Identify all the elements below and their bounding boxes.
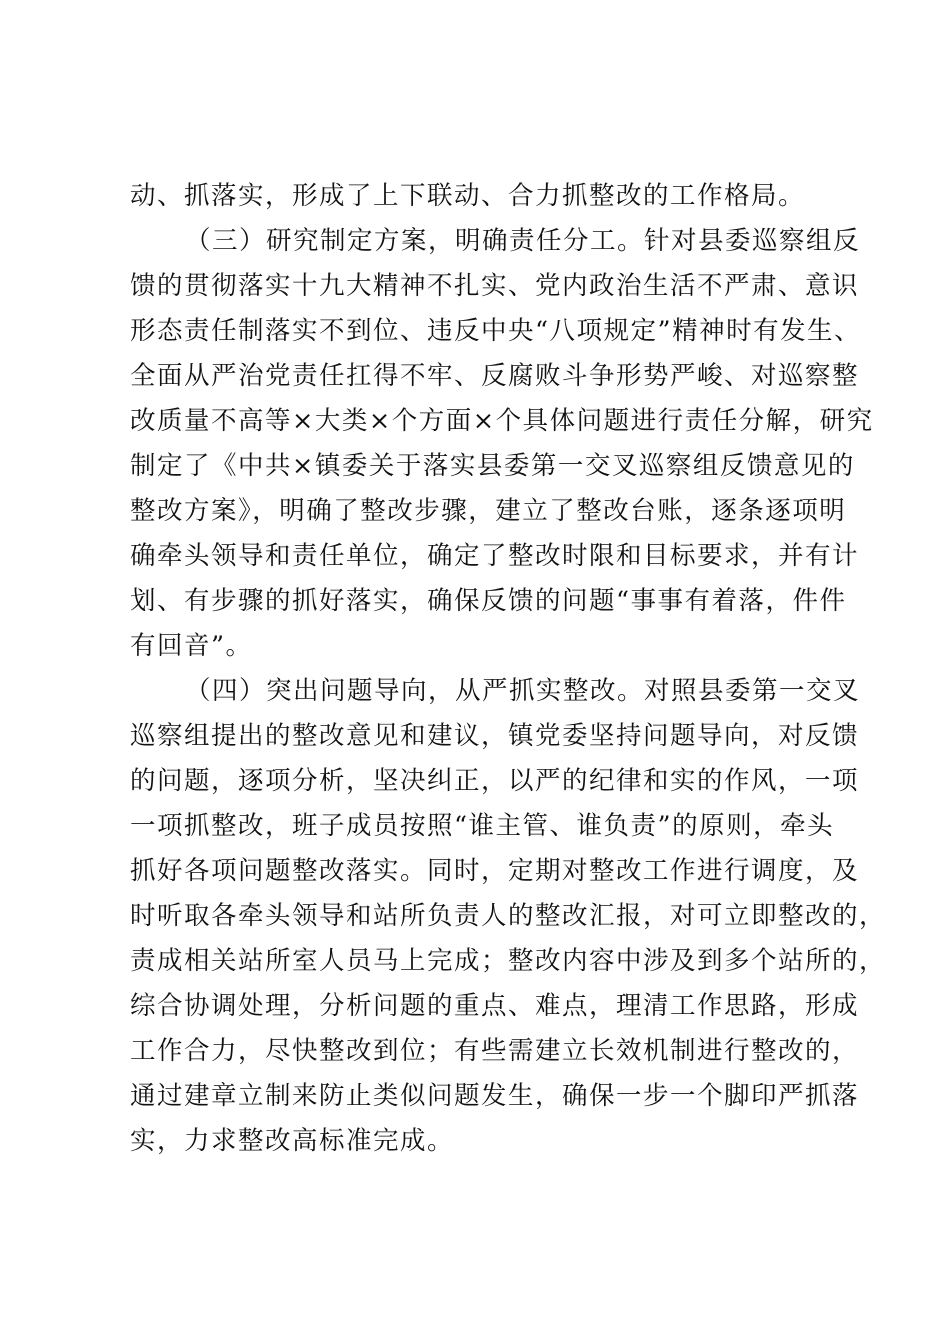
text-line: 划、有步骤的抓好落实，确保反馈的问题“事事有着落，件件 [130, 586, 847, 616]
text-line: 形态责任制落实不到位、违反中央“八项规定”精神时有发生、 [130, 316, 862, 346]
text-line: 综合协调处理，分析问题的重点、难点，理清工作思路，形成 [130, 991, 860, 1021]
text-line: （四）突出问题导向，从严抓实整改。对照县委第一交叉 [185, 676, 861, 706]
text-line: 改质量不高等×大类×个方面×个具体问题进行责任分解，研究 [130, 406, 874, 436]
document-body [130, 174, 887, 1164]
paragraph-problem-oriented [130, 669, 887, 1164]
paragraph-research-plan [130, 219, 874, 669]
text-line: 抓好各项问题整改落实。同时，定期对整改工作进行调度，及 [130, 856, 860, 886]
text-line: 动、抓落实，形成了上下联动、合力抓整改的工作格局。 [130, 181, 806, 211]
text-line: 巡察组提出的整改意见和建议，镇党委坚持问题导向，对反馈 [130, 721, 860, 751]
text-line: 的问题，逐项分析，坚决纠正，以严的纪律和实的作风，一项 [130, 766, 860, 796]
text-line: 制定了《中共×镇委关于落实县委第一交叉巡察组反馈意见的 [130, 451, 855, 481]
text-line: 馈的贯彻落实十九大精神不扎实、党内政治生活不严肃、意识 [130, 271, 860, 301]
text-line: 时听取各牵头领导和站所负责人的整改汇报，对可立即整改的， [130, 901, 887, 931]
text-line: 通过建章立制来防止类似问题发生，确保一步一个脚印严抓落 [130, 1081, 860, 1111]
text-line: 责成相关站所室人员马上完成；整改内容中涉及到多个站所的， [130, 946, 887, 976]
text-line: 一项抓整改，班子成员按照“谁主管、谁负责”的原则，牵头 [130, 811, 835, 841]
text-line: （三）研究制定方案，明确责任分工。针对县委巡察组反 [185, 226, 861, 256]
text-line: 有回音”。 [130, 631, 253, 661]
text-line: 工作合力，尽快整改到位；有些需建立长效机制进行整改的， [130, 1036, 860, 1066]
text-line: 实，力求整改高标准完成。 [130, 1126, 455, 1156]
paragraph-continuation [130, 174, 850, 219]
text-line: 全面从严治党责任扛得不牢、反腐败斗争形势严峻、对巡察整 [130, 361, 860, 391]
text-line: 整改方案》，明确了整改步骤，建立了整改台账，逐条逐项明 [130, 496, 847, 526]
text-line: 确牵头领导和责任单位，确定了整改时限和目标要求，并有计 [130, 541, 860, 571]
